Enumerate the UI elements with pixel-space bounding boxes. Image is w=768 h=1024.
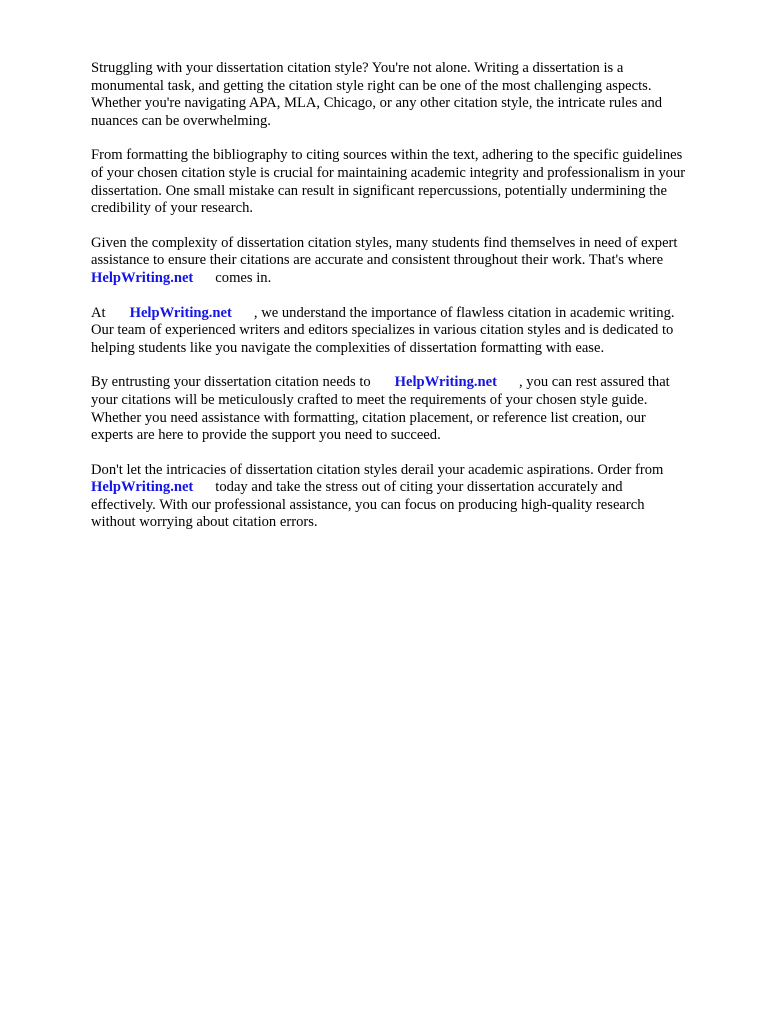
paragraph-6-line-2 <box>91 479 731 497</box>
paragraph-5-before-link: By entrusting your dissertation citation needs to <box>91 374 371 391</box>
paragraph-4-line-1 <box>91 305 731 323</box>
paragraph-3-line-1: Given the complexity of dissertation citation styles, many students find themselves in need of expert <box>91 234 678 251</box>
paragraph-5-line-2: your citations will be meticulously crafted to meet the requirements of your chosen style guide. <box>91 391 648 408</box>
paragraph-6-after-link: today and take the stress out of citing your dissertation accurately and <box>215 479 623 496</box>
paragraph-6-line-4: without worrying about citation errors. <box>91 514 318 531</box>
document-page <box>91 60 731 549</box>
paragraph-1-line-2: monumental task, and getting the citation style right can be one of the most challenging aspects. <box>91 77 652 94</box>
paragraph-2 <box>91 147 731 217</box>
paragraph-2-line-4: credibility of your research. <box>91 200 254 217</box>
helpwriting-link[interactable]: HelpWriting.net <box>91 479 194 496</box>
paragraph-4-line-3: helping students like you navigate the complexities of dissertation formatting with ease. <box>91 339 605 356</box>
helpwriting-link[interactable]: HelpWriting.net <box>91 269 194 286</box>
paragraph-5-line-3: Whether you need assistance with formatting, citation placement, or reference list creation, our <box>91 409 646 426</box>
paragraph-5-after-link: , you can rest assured that <box>518 374 670 391</box>
paragraph-3-line-2: assistance to ensure their citations are accurate and consistent throughout their work. That's where <box>91 252 664 269</box>
paragraph-5 <box>91 374 731 444</box>
paragraph-4-after-link: , we understand the importance of flawless citation in academic writing. <box>253 304 675 321</box>
helpwriting-link[interactable]: HelpWriting.net <box>129 304 232 321</box>
paragraph-3-after-link: comes in. <box>215 269 272 286</box>
paragraph-5-line-1 <box>91 374 731 392</box>
paragraph-1-line-4: nuances can be overwhelming. <box>91 112 271 129</box>
paragraph-6 <box>91 462 731 532</box>
paragraph-2-line-2: of your chosen citation style is crucial for maintaining academic integrity and professionalism in your <box>91 164 686 181</box>
paragraph-2-line-1: From formatting the bibliography to citing sources within the text, adhering to the specific guidelines <box>91 147 683 164</box>
paragraph-2-line-3: dissertation. One small mistake can result in significant repercussions, potentially undermining the <box>91 182 667 199</box>
paragraph-1-line-3: Whether you're navigating APA, MLA, Chicago, or any other citation style, the intricate rules and <box>91 95 663 112</box>
paragraph-4-line-2: Our team of experienced writers and editors specializes in various citation styles and is dedicated to <box>91 322 674 339</box>
paragraph-1 <box>91 60 731 130</box>
helpwriting-link[interactable]: HelpWriting.net <box>394 374 497 391</box>
paragraph-4-before-link: At <box>91 304 106 321</box>
paragraph-6-line-3: effectively. With our professional assistance, you can focus on producing high-quality research <box>91 496 645 513</box>
paragraph-3 <box>91 235 731 288</box>
paragraph-1-line-1: Struggling with your dissertation citation style? You're not alone. Writing a dissertation is a <box>91 60 624 76</box>
paragraph-6-line-1: Don't let the intricacies of dissertation citation styles derail your academic aspirations. Order from <box>91 461 664 478</box>
paragraph-3-line-3 <box>91 270 731 288</box>
paragraph-5-line-4: experts are here to provide the support you need to succeed. <box>91 427 441 444</box>
paragraph-4 <box>91 305 731 358</box>
